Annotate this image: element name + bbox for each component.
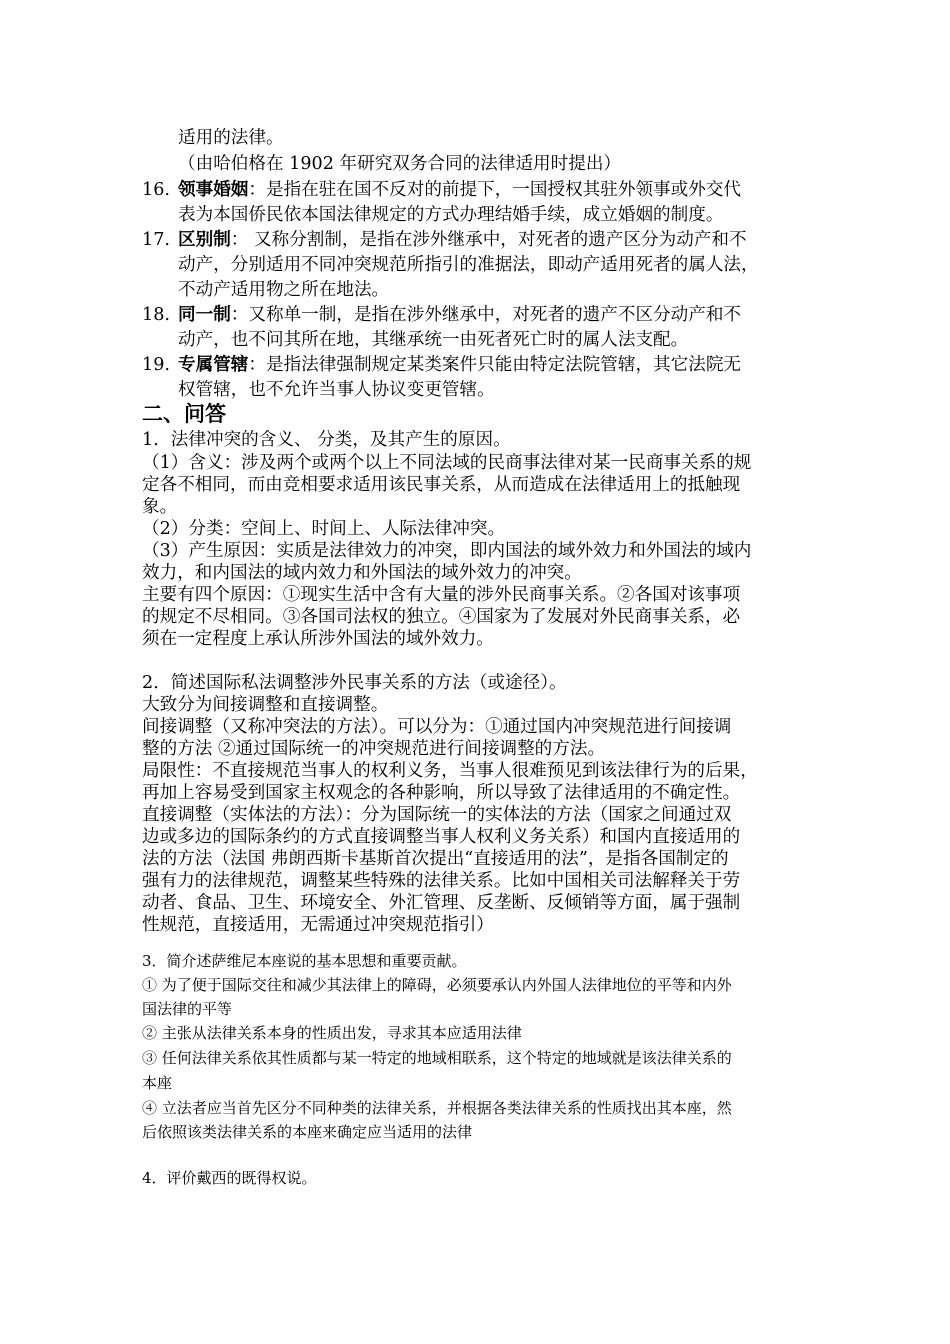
answer-line: 本座 (142, 1074, 173, 1092)
continuation-line: （由哈伯格在 1902 年研究双务合同的法律适用时提出） (178, 154, 622, 174)
answer-line: （3）产生原因：实质是法律效力的冲突，即内国法的域外效力和外国法的域内 (142, 541, 752, 561)
section-title: 二、问答 (142, 402, 226, 426)
definition-number: 17. (142, 230, 170, 250)
definition-text-continued: 动产，分别适用不同冲突规范所指引的准据法，即动产适用死者的属人法， (178, 255, 759, 275)
answer-line: 再加上容易受到国家主权观念的各种影响，所以导致了法律适用的不确定性。 (142, 783, 741, 803)
answer-line: 主要有四个原因：①现实生活中含有大量的涉外民商事关系。②各国对该事项 (142, 585, 741, 605)
definition-term: 区别制 (178, 230, 231, 250)
definition-term: 专属管辖 (178, 355, 249, 375)
answer-line: 象。 (142, 497, 178, 517)
answer-line: 边或多边的国际条约的方式直接调整当事人权利义务关系）和国内直接适用的 (142, 827, 741, 847)
definition-number: 16. (142, 180, 170, 200)
answer-line: 国法律的平等 (142, 1000, 233, 1018)
answer-line: ④ 立法者应当首先区分不同种类的法律关系，并根据各类法律关系的性质找出其本座，然 (142, 1099, 732, 1117)
definition-18 (142, 304, 741, 326)
answer-line: ① 为了便于国际交往和减少其法律上的障碍，必须要承认内外国人法律地位的平等和内外 (142, 976, 732, 994)
definition-number: 18. (142, 305, 170, 325)
answer-line: 间接调整（又称冲突法的方法）。可以分为：①通过国内冲突规范进行间接调 (142, 717, 732, 737)
question-title: 1．法律冲突的含义、 分类，及其产生的原因。 (142, 430, 511, 450)
definition-term: 领事婚姻 (178, 180, 249, 200)
answer-line: 大致分为间接调整和直接调整。 (142, 695, 389, 715)
definition-17 (142, 229, 747, 251)
answer-line: 强有力的法律规范，调整某些特殊的法律关系。比如中国相关司法解释关于劳 (142, 871, 741, 891)
definition-text-continued: 不动产适用物之所在地法。 (178, 280, 390, 300)
definition-number: 19. (142, 355, 170, 375)
question-title: 4．评价戴西的既得权说。 (142, 1169, 317, 1187)
definition-text: ： 又称分割制，是指在涉外继承中，对死者的遗产区分为动产和不 (230, 230, 747, 250)
question-title: 2．简述国际私法调整涉外民事关系的方法（或途径）。 (142, 673, 567, 693)
definition-text: ：是指在驻在国不反对的前提下，一国授权其驻外领事或外交代 (248, 180, 742, 200)
answer-line: 直接调整（实体法的方法）：分为国际统一的实体法的方法（国家之间通过双 (142, 805, 732, 825)
question-title: 3．简介述萨维尼本座说的基本思想和重要贡献。 (142, 952, 467, 970)
answer-line: 法的方法（法国 弗朗西斯卡基斯首次提出“直接适用的法”，是指各国制定的 (142, 849, 729, 869)
definition-19 (142, 354, 741, 376)
answer-line: 的规定不尽相同。③各国司法权的独立。④国家为了发展对外民商事关系，必 (142, 607, 741, 627)
continuation-line: 适用的法律。 (178, 128, 284, 148)
answer-line: 后依照该类法律关系的本座来确定应当适用的法律 (142, 1123, 473, 1141)
answer-line: ② 主张从法律关系本身的性质出发，寻求其本应适用法律 (142, 1024, 522, 1042)
definition-term: 同一制 (178, 305, 231, 325)
definition-text: ：又称单一制，是指在涉外继承中，对死者的遗产不区分动产和不 (230, 305, 742, 325)
answer-line: （2）分类：空间上、时间上、人际法律冲突。 (142, 519, 506, 539)
definition-text-continued: 表为本国侨民依本国法律规定的方式办理结婚手续，成立婚姻的制度。 (178, 205, 724, 225)
answer-line: 须在一定程度上承认所涉外国法的域外效力。 (142, 629, 494, 649)
answer-line: 动者、食品、卫生、环境安全、外汇管理、反垄断、反倾销等方面，属于强制 (142, 893, 741, 913)
answer-line: 局限性：不直接规范当事人的权利义务，当事人很难预见到该法律行为的后果， (142, 761, 758, 781)
answer-line: （1）含义：涉及两个或两个以上不同法域的民商事法律对某一民商事关系的规 (142, 453, 752, 473)
definition-16 (142, 179, 741, 201)
definition-text: ：是指法律强制规定某类案件只能由特定法院管辖，其它法院无 (248, 355, 742, 375)
answer-line: 效力，和内国法的域内效力和外国法的域外效力的冲突。 (142, 563, 582, 583)
answer-line: 定各不相同，而由竞相要求适用该民事关系，从而造成在法律适用上的抵触现 (142, 475, 741, 495)
answer-line: 性规范，直接适用，无需通过冲突规范指引） (142, 915, 494, 935)
answer-line: 整的方法 ②通过国际统一的冲突规范进行间接调整的方法。 (142, 739, 606, 759)
definition-text-continued: 动产，也不问其所在地，其继承统一由死者死亡时的属人法支配。 (178, 330, 689, 350)
answer-line: ③ 任何法律关系依其性质都与某一特定的地域相联系，这个特定的地域就是该法律关系的 (142, 1049, 732, 1067)
definition-text-continued: 权管辖，也不允许当事人协议变更管辖。 (178, 380, 495, 400)
